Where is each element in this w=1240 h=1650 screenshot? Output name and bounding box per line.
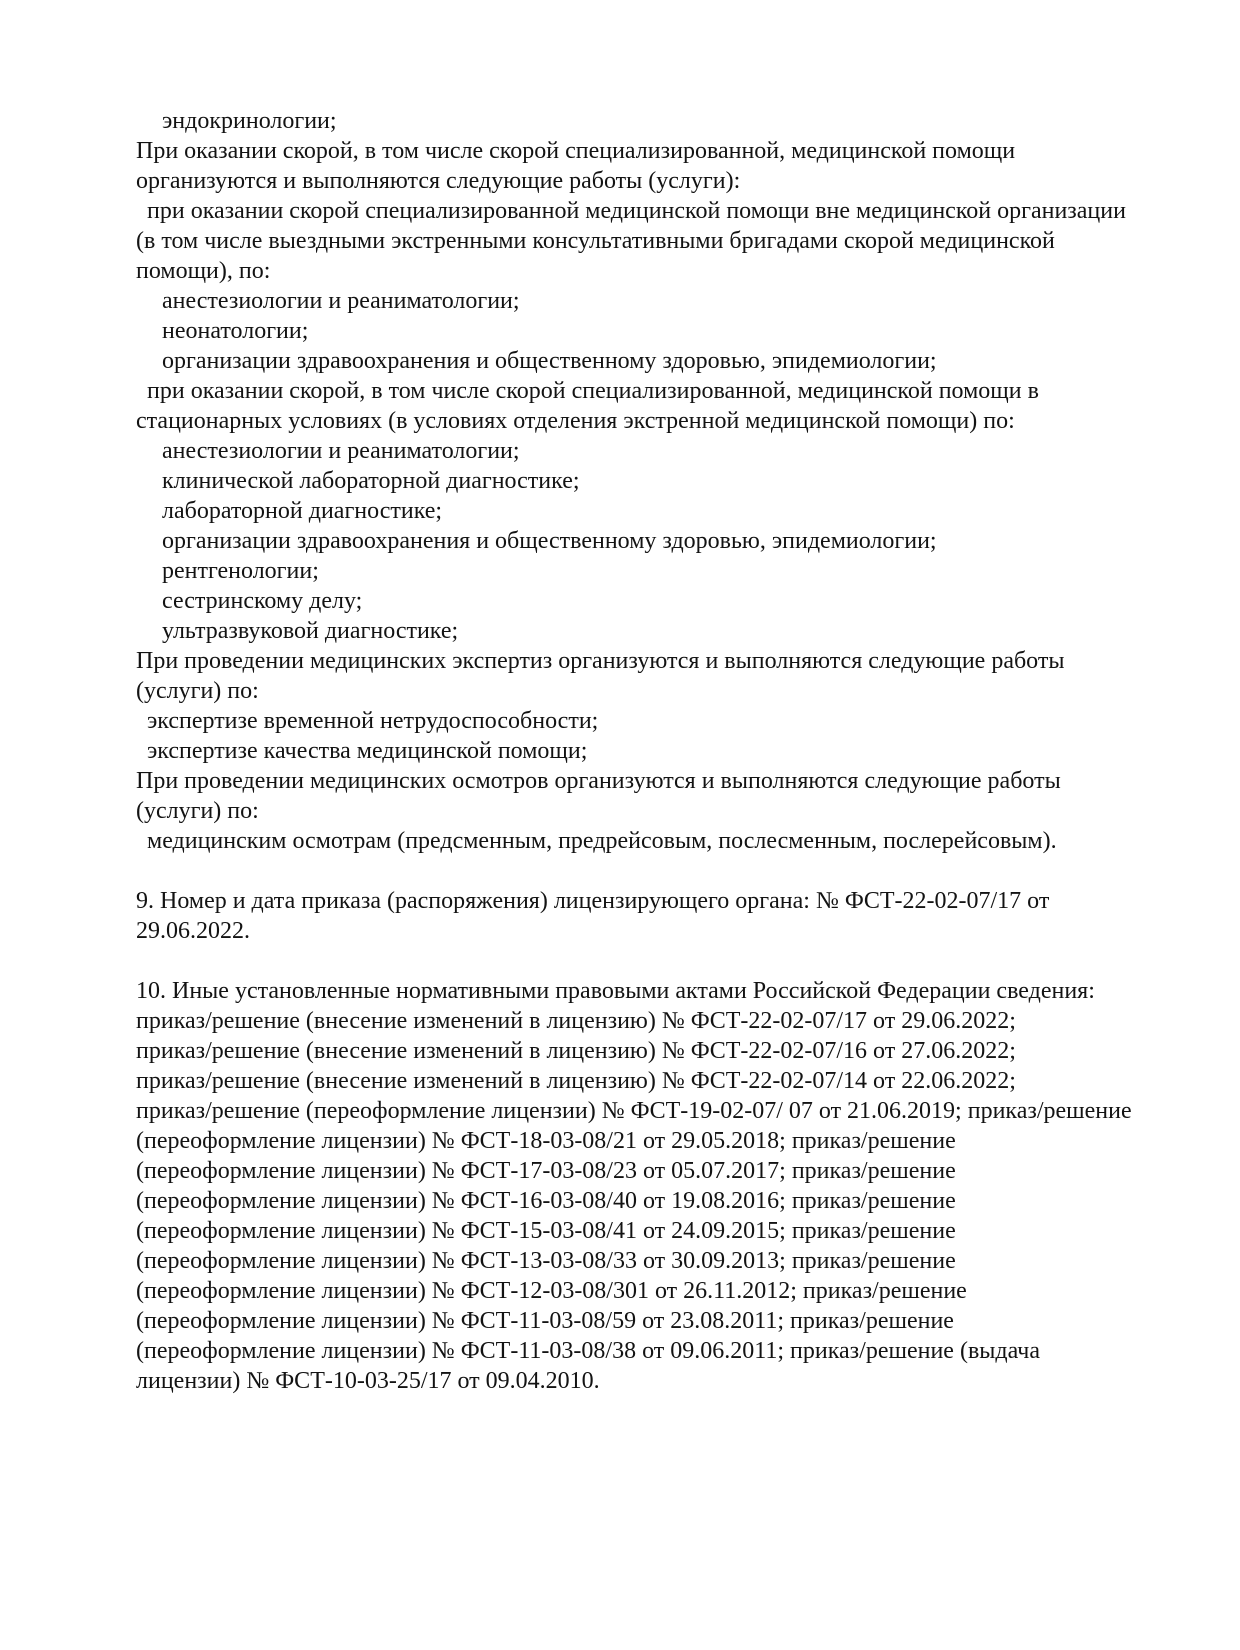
document-line: лицензии) № ФСТ-10-03-25/17 от 09.04.2010.: [136, 1368, 600, 1394]
document-line: при оказании скорой специализированной медицинской помощи вне медицинской организации: [147, 198, 1126, 224]
document-line: организуются и выполняются следующие работы (услуги):: [136, 168, 741, 194]
document-line: (переоформление лицензии) № ФСТ-11-03-08/38 от 09.06.2011; приказ/решение (выдача: [136, 1338, 1041, 1364]
document-line: приказ/решение (переоформление лицензии) № ФСТ-19-02-07/ 07 от 21.06.2019; приказ/решение: [136, 1098, 1132, 1124]
document-line: приказ/решение (внесение изменений в лицензию) № ФСТ-22-02-07/14 от 22.06.2022;: [136, 1068, 1016, 1094]
blank-line: [136, 856, 1196, 886]
document-line: (переоформление лицензии) № ФСТ-16-03-08/40 от 19.08.2016; приказ/решение: [136, 1188, 956, 1214]
document-line: приказ/решение (внесение изменений в лицензию) № ФСТ-22-02-07/17 от 29.06.2022;: [136, 1008, 1016, 1034]
document-line: лабораторной диагностике;: [162, 498, 443, 524]
document-line: клинической лабораторной диагностике;: [162, 468, 580, 494]
document-line: 10. Иные установленные нормативными правовыми актами Российской Федерации сведения:: [136, 978, 1095, 1004]
document-line: При проведении медицинских осмотров организуются и выполняются следующие работы: [136, 768, 1061, 794]
document-line: анестезиологии и реаниматологии;: [162, 438, 520, 464]
document-line: стационарных условиях (в условиях отделения экстренной медицинской помощи) по:: [136, 408, 1015, 434]
document-line: экспертизе качества медицинской помощи;: [147, 738, 588, 764]
document-line: (услуги) по:: [136, 798, 259, 824]
document-line: (переоформление лицензии) № ФСТ-15-03-08/41 от 24.09.2015; приказ/решение: [136, 1218, 956, 1244]
document-line: медицинским осмотрам (предсменным, предрейсовым, послесменным, послерейсовым).: [147, 828, 1057, 854]
document-line: неонатологии;: [162, 318, 309, 344]
document-line: сестринскому делу;: [162, 588, 363, 614]
document-line: (в том числе выездными экстренными консультативными бригадами скорой медицинской: [136, 228, 1055, 254]
document-line: (переоформление лицензии) № ФСТ-17-03-08/23 от 05.07.2017; приказ/решение: [136, 1158, 956, 1184]
document-line: При проведении медицинских экспертиз организуются и выполняются следующие работы: [136, 648, 1065, 674]
document-line: анестезиологии и реаниматологии;: [162, 288, 520, 314]
document-line: экспертизе временной нетрудоспособности;: [147, 708, 599, 734]
document-line: помощи), по:: [136, 258, 271, 284]
document-line: При оказании скорой, в том числе скорой специализированной, медицинской помощи: [136, 138, 1016, 164]
document-line: рентгенологии;: [162, 558, 319, 584]
document-line: 29.06.2022.: [136, 918, 250, 944]
document-text-block: [136, 106, 1196, 1396]
document-line: эндокринологии;: [162, 108, 337, 134]
document-line: (переоформление лицензии) № ФСТ-11-03-08/59 от 23.08.2011; приказ/решение: [136, 1308, 954, 1334]
document-line: ультразвуковой диагностике;: [162, 618, 459, 644]
document-line: (переоформление лицензии) № ФСТ-18-03-08/21 от 29.05.2018; приказ/решение: [136, 1128, 956, 1154]
document-line: (переоформление лицензии) № ФСТ-13-03-08/33 от 30.09.2013; приказ/решение: [136, 1248, 956, 1274]
document-line: 9. Номер и дата приказа (распоряжения) лицензирующего органа: № ФСТ-22-02-07/17 от: [136, 888, 1050, 914]
document-line: (переоформление лицензии) № ФСТ-12-03-08/301 от 26.11.2012; приказ/решение: [136, 1278, 967, 1304]
document-line: при оказании скорой, в том числе скорой специализированной, медицинской помощи в: [147, 378, 1039, 404]
blank-line: [136, 946, 1196, 976]
document-line: приказ/решение (внесение изменений в лицензию) № ФСТ-22-02-07/16 от 27.06.2022;: [136, 1038, 1016, 1064]
document-line: организации здравоохранения и общественному здоровью, эпидемиологии;: [162, 528, 937, 554]
document-line: (услуги) по:: [136, 678, 259, 704]
document-line: организации здравоохранения и общественному здоровью, эпидемиологии;: [162, 348, 937, 374]
